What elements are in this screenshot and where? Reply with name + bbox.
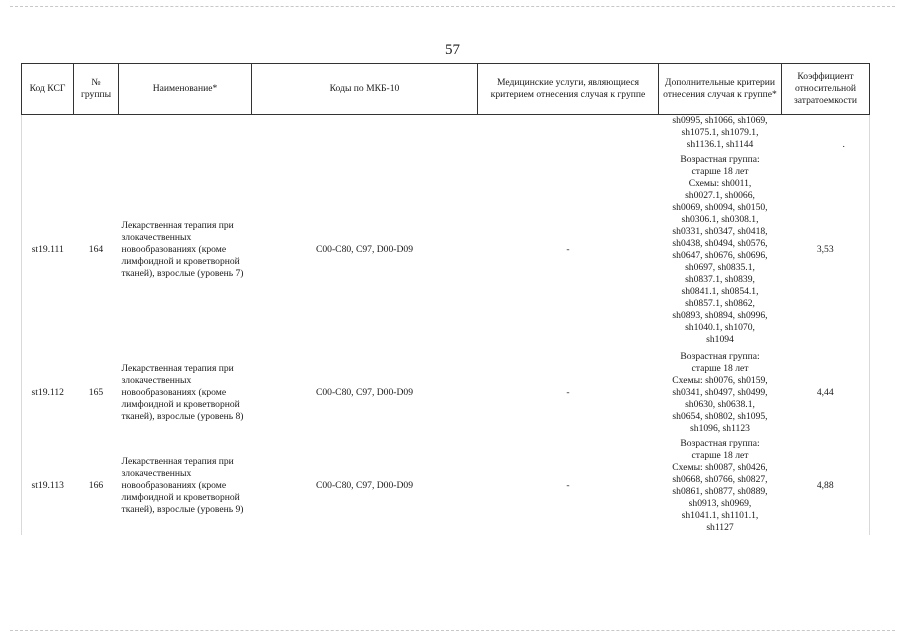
row-cost-coefficient: 4,44 [782,349,870,437]
header-group-number: № группы [74,64,119,115]
header-medical-services: Медицинские услуги, являющиеся критерием отнесения случая к группе [478,64,659,115]
header-additional-criteria: Дополнительные критерии отнесения случая к группе* [659,64,782,115]
page-number: 57 [445,42,460,58]
row-medical-services: - [566,479,570,491]
ksg-table [21,63,870,535]
row-group-number: 165 [88,386,104,398]
row-cost-coefficient: 3,53 [782,151,870,349]
row-mkb-codes: C00-C80, C97, D00-D09 [315,386,413,398]
row-ksg-code: st19.111 [22,151,74,349]
row-ksg-code: st19.113 [22,437,74,535]
row-group-number: 166 [88,479,104,491]
continuation-criteria: sh0995, sh1066, sh1069, sh1075.1, sh1079.1, sh1136.1, sh1144 [672,115,768,150]
header-mkb-codes: Коды по МКБ-10 [252,64,478,115]
continuation-coef: . [782,115,870,151]
row-group-number: 164 [88,243,104,255]
table-row [22,437,870,535]
page-bottom-edge [10,630,895,632]
row-name: Лекарственная терапия при злокачественных новообразованиях (кроме лимфоидной и кроветворной тканей), взрослые (уровень 8) [121,362,244,422]
table-header-row [22,64,870,115]
row-mkb-codes: C00-C80, C97, D00-D09 [315,479,413,491]
row-name: Лекарственная терапия при злокачественных новообразованиях (кроме лимфоидной и кроветворной тканей), взрослые (уровень 7) [121,219,244,279]
page-top-edge [10,6,895,8]
header-cost-coefficient: Коэффициент относительной затратоемкости [782,64,870,115]
row-additional-criteria: Возрастная группа: старше 18 лет Схемы: sh0076, sh0159, sh0341, sh0497, sh0499, sh0630, sh0638.1, sh0654, sh0802, sh1095, sh1096, sh1123 [672,351,768,434]
header-name: Наименование* [119,64,252,115]
row-name: Лекарственная терапия при злокачественных новообразованиях (кроме лимфоидной и кроветворной тканей), взрослые (уровень 9) [121,455,244,515]
row-mkb-codes: C00-C80, C97, D00-D09 [315,243,413,255]
header-ksg-code: Код КСГ [22,64,74,115]
row-additional-criteria: Возрастная группа: старше 18 лет Схемы: sh0011, sh0027.1, sh0066, sh0069, sh0094, sh0150, sh0306.1, sh0308.1, sh0331, sh0347, sh0418, sh0438, sh0494, sh0576, sh0647, sh0676, sh0696, sh0697, sh0835.1, sh0837.1, sh0839, sh0841.1, sh0854.1, sh0857.1, sh0862, sh0893, sh0894, sh0996, sh1040.1, sh1070, sh1094 [672,154,768,345]
row-cost-coefficient: 4,88 [782,437,870,535]
row-medical-services: - [566,243,570,255]
row-ksg-code: st19.112 [22,349,74,437]
table-row [22,349,870,437]
row-medical-services: - [566,386,570,398]
row-additional-criteria: Возрастная группа: старше 18 лет Схемы: sh0087, sh0426, sh0668, sh0766, sh0827, sh0861, sh0877, sh0889, sh0913, sh0969, sh1041.1, sh1101.1, sh1127 [672,438,768,533]
table-row [22,151,870,349]
table-row-continuation [22,115,870,151]
